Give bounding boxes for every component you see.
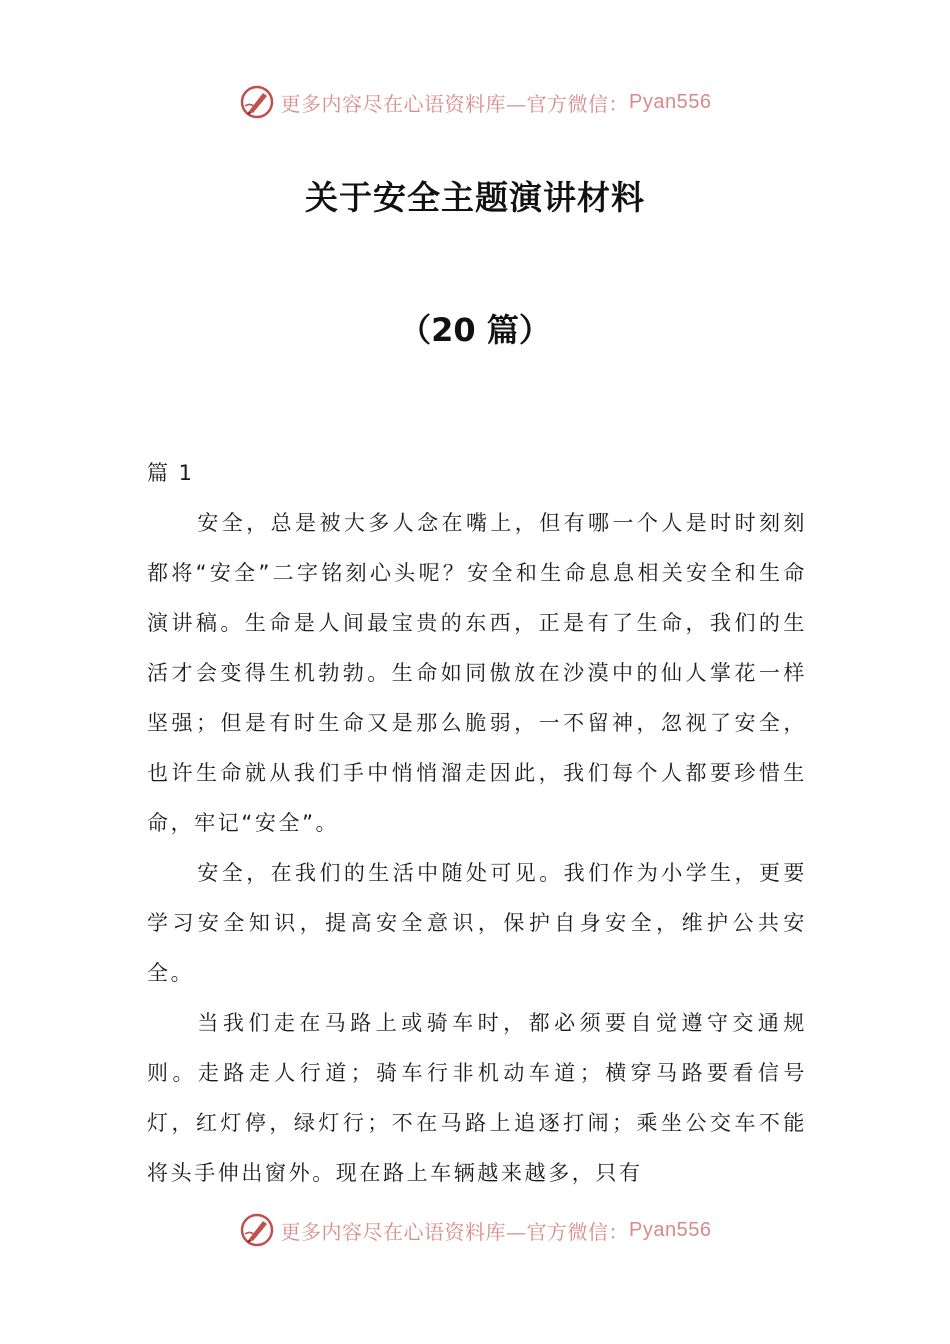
header-banner: [0, 82, 950, 122]
footer-banner: [0, 1210, 950, 1250]
pen-logo-icon: [239, 1212, 275, 1248]
wechat-id: Pyan556: [629, 1218, 712, 1241]
banner-text: 更多内容尽在心语资料库—官方微信：: [280, 1219, 630, 1244]
paragraph: 当我们走在马路上或骑车时，都必须要自觉遵守交通规则。走路走人行道；骑车行非机动车道；横穿马路要看信号灯，红灯停，绿灯行；不在马路上追逐打闹；乘坐公交车不能将头手伸出窗外。现在路上车辆越来越多，只有: [147, 1011, 807, 1185]
paragraph: 安全，在我们的生活中随处可见。我们作为小学生，更要学习安全知识，提高安全意识，保护自身安全，维护公共安全。: [147, 861, 807, 985]
paragraph: 安全，总是被大多人念在嘴上，但有哪一个人是时时刻刻都将“安全”二字铭刻心头呢？安全和生命息息相关安全和生命演讲稿。生命是人间最宝贵的东西，正是有了生命，我们的生活才会变得生机勃勃。生命如同傲放在沙漠中的仙人掌花一样坚强；但是有时生命又是那么脆弱，一不留神，忽视了安全，也许生命就从我们手中悄悄溜走因此，我们每个人都要珍惜生命，牢记“安全”。: [147, 511, 807, 835]
pen-logo-icon: [239, 84, 275, 120]
wechat-id: Pyan556: [629, 90, 712, 113]
document-subtitle: （20 篇）: [399, 311, 551, 349]
document-body: [147, 448, 807, 1198]
document-title: 关于安全主题演讲材料: [305, 178, 645, 217]
section-label: 篇 1: [147, 461, 195, 485]
banner-text: 更多内容尽在心语资料库—官方微信：: [280, 91, 630, 116]
